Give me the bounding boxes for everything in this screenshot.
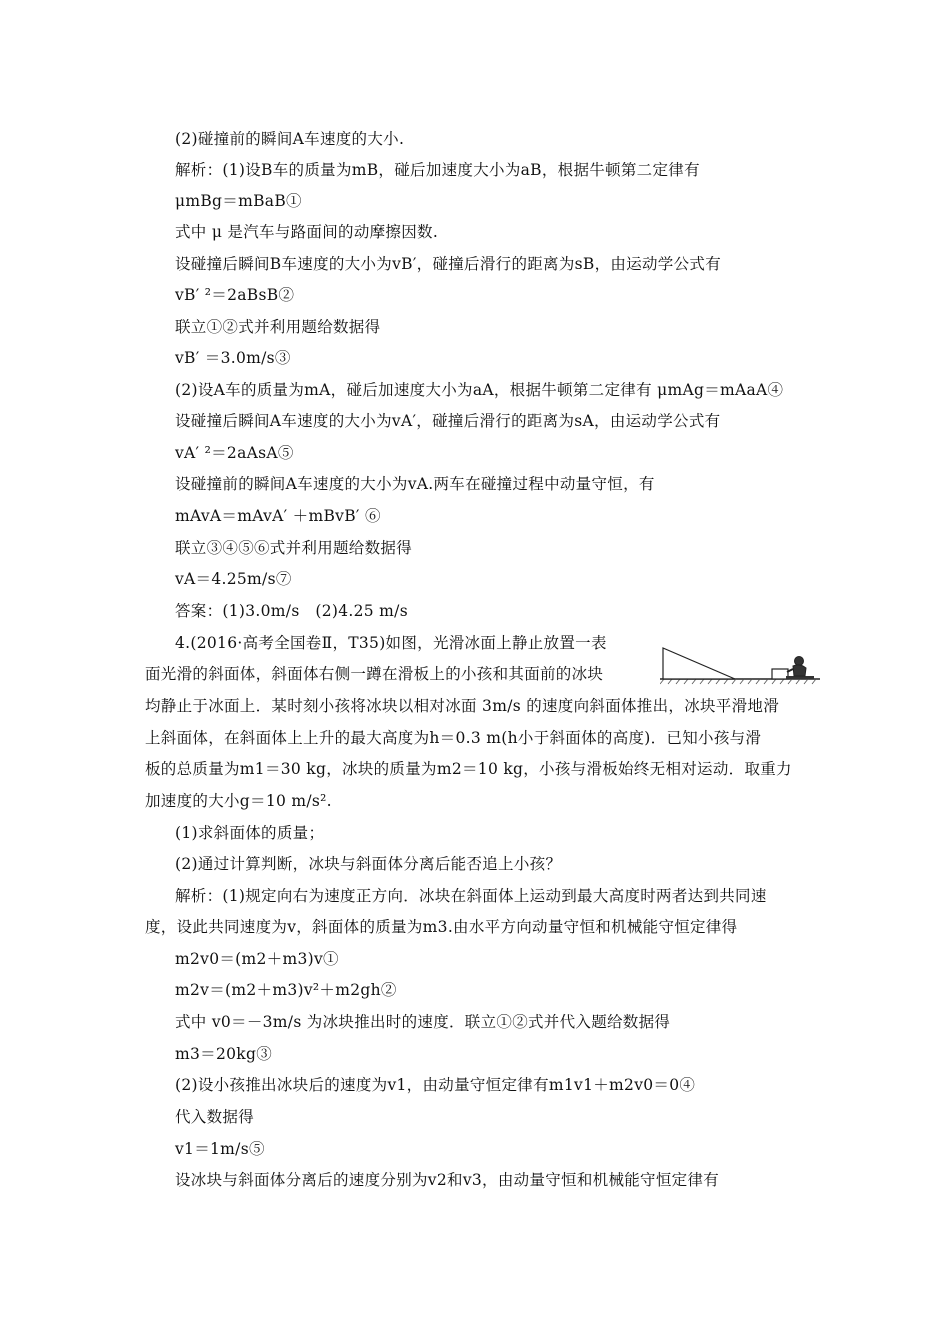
text-line: 解析：(1)规定向右为速度正方向．冰块在斜面体上运动到最大高度时两者达到共同速 xyxy=(175,887,767,905)
text-line: vB′ ²＝2aBsB② xyxy=(175,286,295,304)
text-line: 联立①②式并利用题给数据得 xyxy=(175,318,381,336)
text-line: 联立③④⑤⑥式并利用题给数据得 xyxy=(175,539,413,557)
text-line: 均静止于冰面上．某时刻小孩将冰块以相对冰面 3m/s 的速度向斜面体推出，冰块平滑地滑 xyxy=(145,697,779,715)
text-line: 板的总质量为m1＝30 kg，冰块的质量为m2＝10 kg，小孩与滑板始终无相对运动．取重力 xyxy=(145,760,792,778)
text-line: 设碰撞后瞬间B车速度的大小为vB′，碰撞后滑行的距离为sB，由运动学公式有 xyxy=(175,255,722,273)
text-line: m2v＝(m2＋m3)v²＋m2gh② xyxy=(175,981,397,999)
text-line: (2)通过计算判断，冰块与斜面体分离后能否追上小孩？ xyxy=(175,855,562,873)
text-line: 4.(2016·高考全国卷Ⅱ，T35)如图，光滑冰面上静止放置一表 xyxy=(175,634,607,652)
ice-block xyxy=(772,669,788,679)
text-line: 设碰撞前的瞬间A车速度的大小为vA.两车在碰撞过程中动量守恒，有 xyxy=(175,475,655,493)
text-line: vA′ ²＝2aAsA⑤ xyxy=(175,444,294,462)
text-line: (2)设A车的质量为mA，碰后加速度大小为aA，根据牛顿第二定律有 μmAg＝mAaA④ xyxy=(175,381,784,399)
text-line: 加速度的大小g＝10 m/s². xyxy=(145,792,332,810)
text-line: 解析：(1)设B车的质量为mB，碰后加速度大小为aB，根据牛顿第二定律有 xyxy=(175,161,700,179)
text-line: 答案：(1)3.0m/s (2)4.25 m/s xyxy=(175,602,408,620)
text-line: (1)求斜面体的质量； xyxy=(175,824,325,842)
child-figure xyxy=(787,657,806,677)
text-line: 上斜面体，在斜面体上上升的最大高度为h＝0.3 m(h小于斜面体的高度)．已知小孩与滑 xyxy=(145,729,762,747)
text-line: m2v0＝(m2＋m3)v① xyxy=(175,950,339,968)
text-line: 设碰撞后瞬间A车速度的大小为vA′，碰撞后滑行的距离为sA，由运动学公式有 xyxy=(175,412,721,430)
text-line: vB′ ＝3.0m/s③ xyxy=(175,349,291,367)
text-line: 式中 v0＝－3m/s 为冰块推出时的速度．联立①②式并代入题给数据得 xyxy=(175,1013,671,1031)
incline-ice-figure xyxy=(660,646,820,686)
text-line: 度，设此共同速度为v，斜面体的质量为m3.由水平方向动量守恒和机械能守恒定律得 xyxy=(145,918,738,936)
text-line: μmBg＝mBaB① xyxy=(175,192,302,210)
incline-block xyxy=(663,648,735,679)
text-line: m3＝20kg③ xyxy=(175,1045,272,1063)
text-line: vA＝4.25m/s⑦ xyxy=(175,570,292,588)
text-line: (2)碰撞前的瞬间A车速度的大小. xyxy=(175,130,405,148)
text-line: 设冰块与斜面体分离后的速度分别为v2和v3，由动量守恒和机械能守恒定律有 xyxy=(175,1171,720,1189)
text-line: v1＝1m/s⑤ xyxy=(175,1140,265,1158)
text-line: 代入数据得 xyxy=(175,1108,255,1126)
text-line: (2)设小孩推出冰块后的速度为v1，由动量守恒定律有m1v1＋m2v0＝0④ xyxy=(175,1076,696,1094)
text-line: mAvA＝mAvA′ ＋mBvB′ ⑥ xyxy=(175,507,381,525)
text-line: 面光滑的斜面体，斜面体右侧一蹲在滑板上的小孩和其面前的冰块 xyxy=(145,665,604,683)
text-line: 式中 μ 是汽车与路面间的动摩擦因数. xyxy=(175,223,439,241)
